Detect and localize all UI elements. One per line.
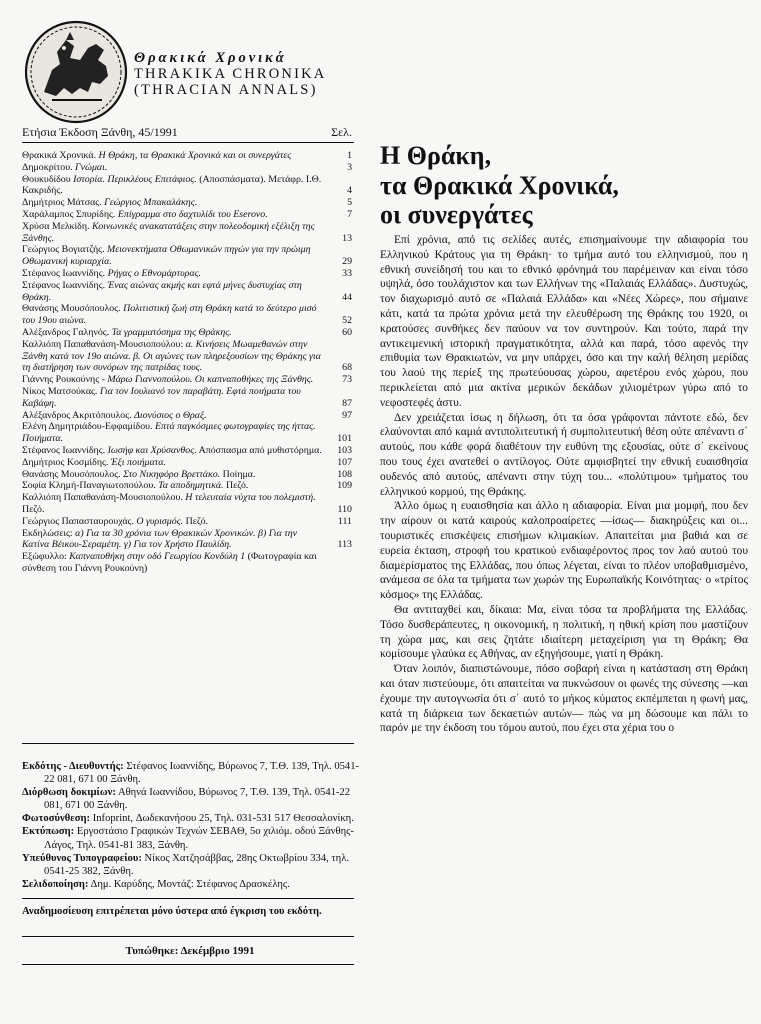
toc-author: Θουκυδίδου	[22, 173, 71, 185]
toc-title: Πολιτιστική ζωή στη Θράκη κατά το δεύτερο μισό του 19ου αιώνα.	[22, 303, 317, 327]
article-paragraph: Επί χρόνια, από τις σελίδες αυτές, επισημαίνουμε την αδιαφορία του Ελληνικού Κράτους για τη Θράκη· το τμήμα αυτό του ελληνισμού, που η εθνική συνείδησή του και το εθνικό φρόνημά του παρέμειναν και είναι τόσο υψηλά, όσο τουλάχιστον και των Ελλήνων της «Παλαιάς Ελλάδας». Δυστυχώς, τον διαχωρισμό αυτό σε «Παλαιά Ελλάδα» και «Νέες Χώρες», που σήμαινε κάτι, κατά τα πρώτα χρόνια μετά την ελευθέρωση της Θράκης του 1920, οι κρατούσες συνθήκες δεν παύουν να τον συντηρούν. Και τούτο, παρά την αντικειμενική ιστορική πραγματικότητα, αλλά και παρά, τόσο αφενός την επιθυμία των Θρακιωτών, να μην υπάρχει, όσο και την καλή θέληση μερίδας του λαού της περίεξ της πρωτεύουσας χώρου, αφετέρου ενός χώρου, που περικλείεται από μια ακτίνα μερικών δεκάδων χιλιομέτρων γύρω από το νεφοστεφές άστυ.	[380, 234, 748, 409]
toc-entry	[22, 480, 352, 492]
toc-entry-text	[22, 174, 330, 198]
toc-author: Θανάσης Μουσόπουλος.	[22, 468, 121, 480]
toc-title: Τα αποδημητικά.	[158, 480, 224, 492]
toc-title: Μειονεκτήματα Οθωμανικών πηγών για την πρώιμη Οθωμανική κυριαρχία.	[22, 244, 311, 268]
toc-page-number: 111	[337, 515, 352, 527]
toc-title: Στο Νικηφόρο Βρεττάκο.	[123, 468, 221, 480]
toc-extra: Ποίημα.	[222, 468, 256, 480]
toc-title: Για τον Ιουλιανό τον παραβάτη. Εφτά ποιήματα του Καβάφη.	[22, 385, 301, 409]
credit-line	[22, 812, 362, 825]
toc-entry	[22, 339, 352, 374]
toc-page-number: 87	[342, 397, 352, 409]
article-body	[380, 233, 748, 736]
toc-author: Γεώργιος Παπασταυρουχάς.	[22, 515, 134, 527]
masthead-title-latin: THRAKIKA CHRONIKA	[134, 66, 327, 82]
toc-entry	[22, 551, 352, 575]
article-paragraph: Θα αντιταχθεί και, δίκαια: Μα, είναι τόσα τα προβλήματα της Ελλάδας. Τόσο δυσθεράπευτες, η οικονομική, η πολιτική, η ηθική κρίση που μαστίζουν τη χώρα μας, και σεις ζητάτε ιδιαίτερη μεταχείριση για τη Θράκη; Θα κομίσουμε γλαύκα ες Αθήνας, αν εξηγήσουμε, γιατί η Θράκη.	[380, 603, 748, 661]
toc-page-number: 73	[342, 374, 352, 386]
toc-title: Τα γραμματόσημα της Θράκης.	[111, 326, 232, 338]
toc-entry-text	[22, 480, 330, 492]
toc-entry-text	[22, 221, 330, 245]
toc-title: Η Θράκη, τα Θρακικά Χρονικά και οι συνεργάτες	[98, 150, 292, 161]
toc-page-number: 3	[347, 161, 352, 173]
toc-author: Εξώφυλλο:	[22, 551, 67, 563]
toc-page-number: 108	[337, 468, 352, 480]
toc-entry-text	[22, 516, 330, 528]
toc-entry	[22, 221, 352, 245]
reprint-notice: Αναδημοσίευση επιτρέπεται μόνο ύστερα από έγκριση του εκδότη.	[22, 906, 322, 917]
toc-entry	[22, 528, 352, 552]
toc-author: Στέφανος Ιωαννίδης.	[22, 279, 106, 291]
toc-page-number: 113	[337, 539, 352, 551]
credit-text: Δημ. Καρύδης, Μοντάζ: Στέφανος Δρασκέλης.	[90, 878, 290, 890]
toc-title: Καπναποθήκη στην οδό Γεωργίου Κονδύλη 1	[69, 551, 246, 563]
credit-label: Υπεύθυνος Τυπογραφείου:	[22, 852, 142, 864]
toc-author: Χρύσα Μελκίδη.	[22, 220, 90, 232]
toc-entry-text	[22, 410, 330, 422]
toc-entry	[22, 150, 352, 162]
toc-entry	[22, 374, 352, 386]
toc-title: Ιστορία. Περικλέους Επιτάφιος.	[73, 173, 197, 185]
toc-title: Επτά παγκόσμιες φωτογραφίες της ήττας. Ποιήματα.	[22, 421, 316, 445]
toc-page-number: 29	[342, 256, 352, 268]
toc-entry-text	[22, 339, 330, 374]
divider	[22, 936, 354, 937]
toc-page-number: 60	[342, 326, 352, 338]
toc-author: Χαράλαμπος Σπυρίδης.	[22, 208, 116, 220]
toc-entry-text	[22, 197, 330, 209]
toc-page-number: 107	[337, 456, 352, 468]
toc-entry-text	[22, 492, 330, 516]
credit-label: Εκτύπωση:	[22, 826, 75, 838]
toc-author: Καλλιόπη Παπαθανάση-Μουσιοπούλου.	[22, 492, 183, 504]
toc-entry	[22, 174, 352, 198]
toc-entry-text	[22, 374, 330, 386]
toc-entry	[22, 457, 352, 469]
toc-entry-text	[22, 209, 330, 221]
credit-text: Infoprint, Δωδεκανήσου 25, Τηλ. 031-531 517 Θεσσαλονίκη.	[92, 813, 354, 825]
toc-author: Δημήτριος Μάτσας.	[22, 197, 102, 209]
toc-entry-text	[22, 244, 330, 268]
toc-entry-text	[22, 268, 330, 280]
toc-entry	[22, 492, 352, 516]
page-column-header: Σελ.	[331, 125, 352, 139]
credit-label: Φωτοσύνθεση:	[22, 813, 91, 825]
toc-entry-text	[22, 551, 330, 575]
toc-title: Γνώμαι.	[75, 161, 108, 173]
toc-entry-text	[22, 303, 330, 327]
toc-entry	[22, 197, 352, 209]
toc-author: Ελένη Δημητριάδου-Εφφαμίδου.	[22, 421, 153, 433]
toc-extra: Πεζό.	[22, 503, 45, 515]
toc-entry-text	[22, 280, 330, 304]
masthead-title-greek: Θρακικά Χρονικά	[134, 50, 287, 66]
toc-title: Επίγραμμα στο δαχτυλίδι του Eserovo.	[117, 208, 268, 220]
toc-title: Ρήγας ο Εθνομάρτυρας.	[107, 267, 201, 279]
divider	[22, 743, 354, 744]
toc-author: Θρακικά Χρονικά.	[22, 150, 97, 161]
toc-author: Γεώργιος Βογιατζής.	[22, 244, 105, 256]
toc-page-number: 109	[337, 480, 352, 492]
masthead	[134, 50, 326, 98]
toc-title: Έξι ποιήματα.	[110, 456, 166, 468]
toc-page-number: 110	[337, 503, 352, 515]
publication-credits	[22, 760, 362, 891]
toc-title: Η τελευταία νύχτα του πολεμιστή.	[185, 492, 316, 504]
credit-label: Διόρθωση δοκιμίων:	[22, 787, 116, 799]
credit-line	[22, 760, 362, 786]
toc-entry	[22, 421, 352, 445]
toc-extra: (Φωτογραφία και σύνθεση του Γιάννη Ρουκούνη)	[22, 551, 317, 574]
credit-line	[22, 825, 362, 851]
credit-text: Στέφανος Ιωαννίδης, Βύρωνος 7, Τ.Θ. 139, Τηλ. 0541-22 081, 671 00 Ξάνθη.	[44, 761, 360, 786]
toc-entry	[22, 516, 352, 528]
toc-page-number: 13	[342, 232, 352, 244]
toc-extra: Απόσπασμα από μυθιστόρημα.	[198, 444, 322, 456]
toc-entry-text	[22, 445, 330, 457]
toc-title: Ένας αιώνας ακμής και εφτά μήνες δυστυχίας στη Θράκη.	[22, 279, 302, 303]
toc-entry-text	[22, 457, 330, 469]
toc-page-number: 103	[337, 444, 352, 456]
toc-page-number: 4	[347, 185, 352, 197]
toc-title: α. Κινήσεις Μωαμεθανών στην Ξάνθη κατά τον 19ο αιώνα. β. Οι αγώνες των πληρεξουσίων της Θράκης για τη διατήρηση των συνόρων της πατρίδας τους.	[22, 338, 321, 374]
toc-author: Αλέξανδρος Γαληνός.	[22, 326, 110, 338]
toc-extra: Πεζό.	[225, 480, 249, 492]
toc-title: Μάρω Γιαννοπούλου. Οι καπναποθήκες της Ξάνθης.	[107, 374, 314, 386]
toc-author: Καλλιόπη Παπαθανάση-Μουσιοπούλου:	[22, 338, 184, 350]
toc-entry-text	[22, 421, 330, 445]
toc-extra: Πεζό.	[185, 515, 209, 527]
toc-author: Δημήτριος Κοσμίδης.	[22, 456, 109, 468]
toc-title: Κοινωνικές ανακατατάξεις στην πολεοδομική εξέλιξη της Ξάνθης.	[22, 220, 315, 244]
toc-title: α) Για τα 30 χρόνια των Θρακικών Χρονικών. β) Για την Κατίνα Βέικου-Σεραμέτη. γ) Για τον Χρήστο Παυλίδη.	[22, 527, 298, 551]
toc-page-number: 5	[347, 197, 352, 209]
toc-entry-text	[22, 150, 330, 162]
toc-title: Γεώργιος Μπακαλάκης.	[104, 197, 198, 209]
toc-author: Νίκος Ματσούκας.	[22, 385, 98, 397]
table-of-contents	[22, 150, 352, 575]
toc-entry	[22, 469, 352, 481]
toc-entry	[22, 303, 352, 327]
masthead-subtitle: (THRACIAN ANNALS)	[134, 82, 318, 98]
toc-extra: (Αποσπάσματα). Μετάφρ. Ι.Θ. Κακριδής.	[22, 173, 322, 197]
article-paragraph: Δεν χρειάζεται ίσως η δήλωση, ότι τα όσα γράφονται πάντοτε εδώ, δεν ελαύνονται από καμιά αντιπολιτευτική ή συμπολιτευτική θέση ούτε απέναντι σ΄ αυτούς, που κάθε φορά διαθέτουν την ευθύνη της εξουσίας, ούτε σ΄ εκείνους που τους έχει ανατεθεί ο αντίλογος. Ούτε αμφισβητεί την εθνική ευαισθησία ουδενός από αυτούς, απέναντι στην τύχη του... «πολύτιμου» τμήματος του ελληνικού κορμού, της Θράκης.	[380, 411, 748, 498]
toc-page-number: 68	[342, 362, 352, 374]
credit-line	[22, 852, 362, 878]
toc-entry	[22, 162, 352, 174]
credit-text: Αθηνά Ιωαννίδου, Βύρωνος 7, Τ.Θ. 139, Τηλ. 0541-22 081, 671 00 Ξάνθη.	[44, 787, 351, 812]
toc-author: Δημοκρίτου.	[22, 161, 73, 173]
toc-page-number: 1	[347, 150, 352, 161]
toc-entry	[22, 445, 352, 457]
toc-entry	[22, 280, 352, 304]
credit-line	[22, 878, 362, 891]
edition-line	[22, 125, 352, 140]
toc-author: Σοφία Κλημή-Παναγιωτοπούλου.	[22, 480, 156, 492]
toc-title: Ιωσήφ και Χρύσανθος.	[107, 444, 197, 456]
toc-title: Διονύσιος ο Θραξ.	[134, 409, 207, 421]
toc-entry	[22, 386, 352, 410]
toc-page-number: 52	[342, 315, 352, 327]
toc-author: Θανάσης Μουσόπουλος.	[22, 303, 121, 315]
toc-page-number: 97	[342, 409, 352, 421]
toc-entry	[22, 209, 352, 221]
toc-author: Στέφανος Ιωαννίδης.	[22, 267, 106, 279]
toc-entry-text	[22, 469, 330, 481]
toc-entry-text	[22, 327, 330, 339]
toc-page-number: 101	[337, 433, 352, 445]
toc-entry-text	[22, 162, 330, 174]
article-title-line: Η Θράκη,	[380, 141, 492, 170]
toc-entry-text	[22, 528, 330, 552]
divider	[22, 142, 354, 143]
toc-author: Αλέξανδρος Ακριτόπουλος.	[22, 409, 132, 421]
divider	[22, 898, 354, 899]
toc-author: Γιάννης Ρουκούνης -	[22, 374, 105, 386]
toc-page-number: 44	[342, 291, 352, 303]
toc-entry-text	[22, 386, 330, 410]
toc-author: Εκδηλώσεις:	[22, 527, 73, 539]
credit-line	[22, 786, 362, 812]
credit-text: Νίκος Χατζησάββας, 28ης Οκτωβρίου 334, τηλ. 0541-25 382, Ξάνθη.	[44, 852, 349, 877]
article-title	[380, 141, 752, 230]
toc-title: Ο γυρισμός.	[136, 515, 184, 527]
toc-page-number: 7	[347, 208, 352, 220]
toc-author: Στέφανος Ιωαννίδης.	[22, 444, 106, 456]
credit-text: Εργοστάσιο Γραφικών Τεχνών ΣΕΒΑΘ, 5ο χιλιόμ. οδού Ξάνθης-Λάγος, Τηλ. 0541-81 383, Ξάνθη.	[44, 826, 354, 851]
credit-label: Σελιδοποίηση:	[22, 878, 89, 890]
toc-entry	[22, 244, 352, 268]
toc-page-number: 33	[342, 267, 352, 279]
toc-entry	[22, 327, 352, 339]
toc-entry	[22, 268, 352, 280]
article-title-line: τα Θρακικά Χρονικά,	[380, 170, 619, 200]
printed-date: Τυπώθηκε: Δεκέμβριο 1991	[125, 945, 255, 957]
toc-entry	[22, 410, 352, 422]
divider	[22, 964, 354, 965]
article-paragraph: Άλλο όμως η ευαισθησία και άλλο η αδιαφορία. Είναι μια μομφή, που δεν την αίρουν οι κατά καιρούς καλοπροαίρετες —ίσως— διακηρύξεις και οι... τουριστικές επισκέψεις επισήμων κλιμακίων. Απαιτείται μια βαθιά και σε ευρεία έκταση, στροφή του κρατικού ενδιαφέροντος προς τον λαό αυτού του διαμερίσματος της Ελλάδας, που όπως λέγεται, είναι το πλέον υποβαθμισμένο, ανάμεσα σε όλα τα τμήματα των χωρών της Ευρωπαϊκής Κοινότητας· ο «τρίτος κόσμος» της Ελλάδας.	[380, 500, 748, 602]
article-paragraph: Όταν λοιπόν, διαπιστώνουμε, πόσο σοβαρή είναι η κατάσταση στη Θράκη και όταν πιστεύουμε, ότι απαιτείται να πυκνώσουν οι φωνές της σύνεσης —και έχουμε την αυτογνωσία ότι σ΄ αυτό το μήκος κύματος εκπέμπεται η φωνή μας, κατά τη διάρκεια των δεκαετιών αυτών— πώς να μη δώσουμε και πάλι το παρόν με την έκδοση του τόμου αυτού, που έχει στα χέρια του ο	[380, 663, 748, 735]
griffin-coin-logo	[22, 18, 130, 126]
edition-text: Ετήσια Έκδοση Ξάνθη, 45/1991	[22, 125, 178, 139]
credit-label: Εκδότης - Διευθυντής:	[22, 761, 124, 772]
article-title-line: οι συνεργάτες	[380, 200, 533, 229]
